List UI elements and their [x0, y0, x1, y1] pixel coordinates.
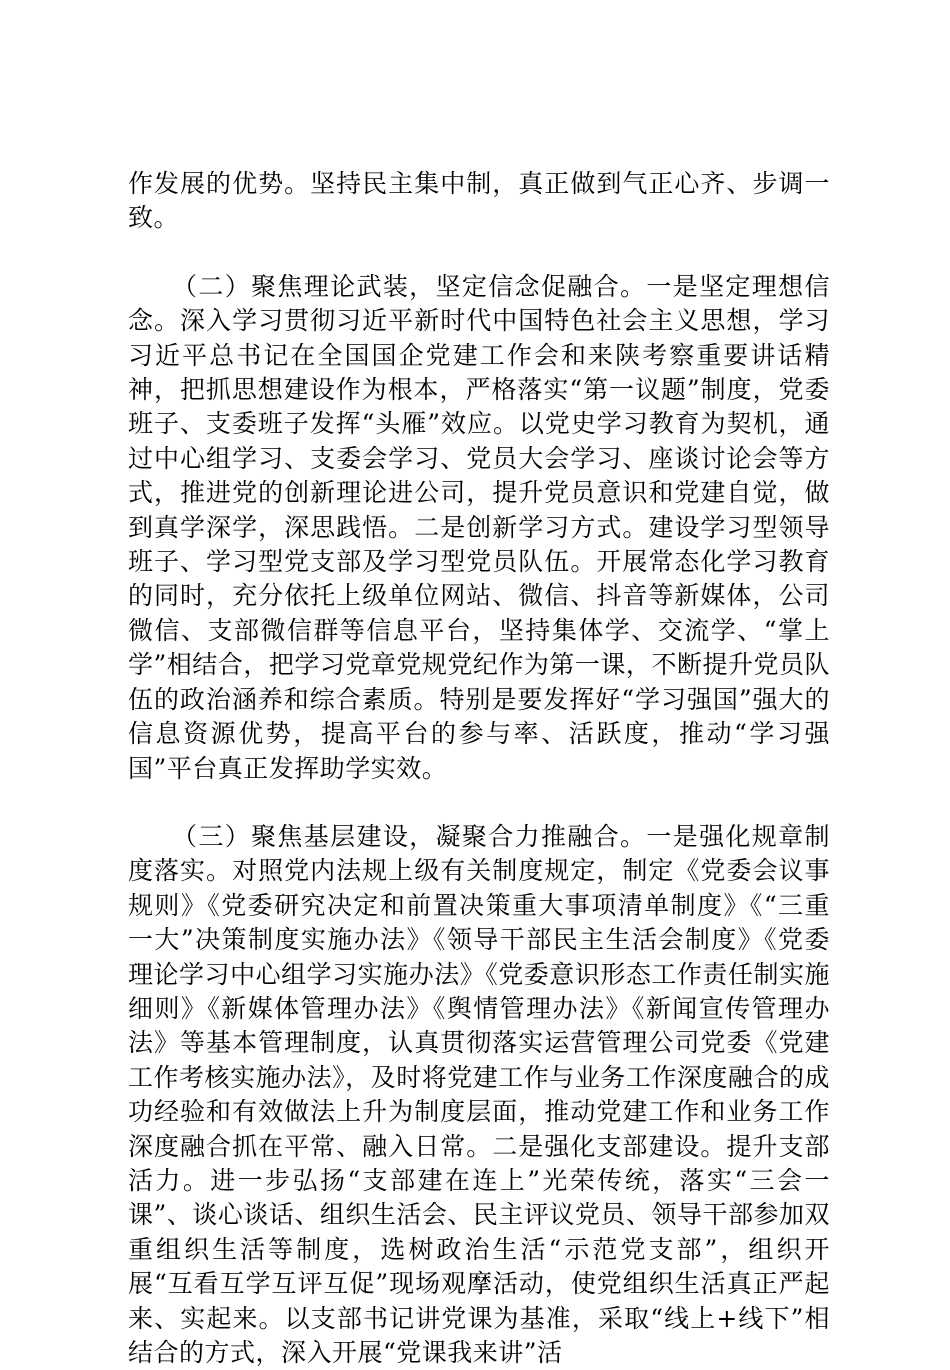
paragraph-section-2: （二）聚焦理论武装，坚定信念促融合。一是坚定理想信念。深入学习贯彻习近平新时代中国特色社会主义思想，学习习近平总书记在全国国企党建工作会和来陕考察重要讲话精神，把抓思想建设作为根本，严格落实“第一议题”制度，党委班子、支委班子发挥“头雁”效应。以党史学习教育为契机，通过中心组学习、支委会学习、党员大会学习、座谈讨论会等方式，推进党的创新理论进公司，提升党员意识和党建自觉，做到真学深学，深思践悟。二是创新学习方式。建设学习型领导班子、学习型党支部及学习型党员队伍。开展常态化学习教育的同时，充分依托上级单位网站、微信、抖音等新媒体，公司微信、支部微信群等信息平台，坚持集体学、交流学、“掌上学”相结合，把学习党章党规党纪作为第一课，不断提升党员队伍的政治涵养和综合素质。特别是要发挥好“学习强国”强大的信息资源优势，提高平台的参与率、活跃度，推动“学习强国”平台真正发挥助学实效。: [128, 271, 830, 783]
paragraph-continuation: 作发展的优势。坚持民主集中制，真正做到气正心齐、步调一致。: [128, 169, 830, 233]
paragraph-section-3: （三）聚焦基层建设，凝聚合力推融合。一是强化规章制度落实。对照党内法规上级有关制度规定，制定《党委会议事规则》《党委研究决定和前置决策重大事项清单制度》《“三重一大”决策制度实施办法》《领导干部民主生活会制度》《党委理论学习中心组学习实施办法》《党委意识形态工作责任制实施细则》《新媒体管理办法》《舆情管理办法》《新闻宣传管理办法》等基本管理制度，认真贯彻落实运营管理公司党委《党建工作考核实施办法》，及时将党建工作与业务工作深度融合的成功经验和有效做法上升为制度层面，推动党建工作和业务工作深度融合抓在平常、融入日常。二是强化支部建设。提升支部活力。进一步弘扬“支部建在连上”光荣传统，落实“三会一课”、谈心谈话、组织生活会、民主评议党员、领导干部参加双重组织生活等制度，选树政治生活“示范党支部”，组织开展“互看互学互评互促”现场观摩活动，使党组织生活真正严起来、实起来。以支部书记讲党课为基准，采取“线上+线下”相结合的方式，深入开展“党课我来讲”活: [128, 821, 830, 1367]
document-body: [128, 167, 830, 1370]
